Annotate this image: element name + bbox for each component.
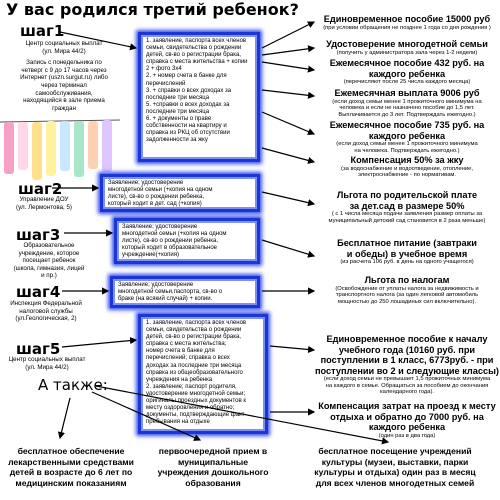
step-4-org: Инспекция Федеральной налоговой службы (ул.Геологическая, 2)	[10, 300, 82, 323]
arrow-doc1-b2	[262, 48, 314, 55]
benefit-certificate: Удостоверение многодетной семьи (получить у администратора зала через 1-2 недели)	[326, 39, 488, 56]
step-3-documents: Заявление; удостоверение многодетной семьи (+копия на одном листе), св-во о рождении ребенка, который ходит в образовательное учреждение(+копия)	[114, 218, 260, 264]
step-1-label: шаг1	[20, 22, 65, 40]
benefit-utilities: Компенсация 50% за жку (за водоснабжение и водоотведение, отопление, электроснабжение - по нормативам.	[341, 155, 473, 179]
benefit-school-year: Единовременное пособие к началу учебного года (10160 руб. при поступлении в 1 класс, 6773руб. - при поступлении во 2 и следующие классы) (если доход семьи не превышает 1,5 прожиточных минимума на каждого в семье. Обращаться за пособием до окончания календарного года).	[315, 334, 499, 396]
benefit-school-meals: Бесплатное питание (завтраки и обеды) в учебное время (из расчета 106 руб. в день на одного учащегося)	[337, 238, 477, 265]
step-3-org: Образовательное учреждение, которое посещает ребенок (школа, гимназия, лицей и пр.)	[13, 242, 85, 280]
also-label: А также:	[38, 376, 108, 394]
arrow-doc1-b6	[262, 148, 314, 162]
arrow-doc3-b8	[262, 240, 314, 256]
arrow-also-2	[92, 392, 200, 440]
step-4-label: шаг4	[16, 283, 61, 301]
arrow-doc1-b5	[262, 112, 314, 134]
benefit-lump-sum: Единовременное пособие 15000 руб (при условии обращения не позднее 1 года со дня рождения )	[323, 14, 491, 31]
arrow-step1-doc	[60, 32, 136, 48]
arrow-doc1-b3	[262, 62, 314, 70]
step-2-label: шаг2	[18, 180, 63, 198]
page-title: У вас родился третий ребенок?	[6, 0, 299, 19]
bottom-medicines: бесплатное обеспечение лекарственными средствами детей в возрасте до 6 лет по медицинским показаниям	[8, 446, 134, 488]
arrow-doc5-b10	[270, 346, 314, 350]
step-2-documents: Заявление; удостоверение многодетной семьи (+копия на одном листе), св-во о рождении ребенка, который ходит в дет. сад (+копия)	[100, 174, 260, 212]
arrow-doc2-b7	[262, 192, 314, 204]
step-4-documents: Заявление; удостоверение многодетной семьи,паспорта, св-во о браке (на всякий случай) + копии.	[110, 276, 260, 308]
arrow-doc1-b1	[262, 22, 314, 48]
arrow-also-1	[60, 398, 70, 438]
bottom-preschool: первоочередной прием в муниципальные учреждения дошкольного образования	[157, 446, 269, 488]
step-1-org: Центр социальных выплат (ул. Мира 44/2) Запись с понедельника по четверг с 9 до 17 часов через Интернет (uszn.surgut.ru) либо через терминал самообслуживания, находящийся в зале приема граждан	[20, 40, 108, 112]
bottom-culture: бесплатное посещение учреждений культуры (музеи, выставки, парки культуры и отдыха) один раз в месяц для всех членов многодетных семей	[314, 446, 476, 488]
step-1-documents: 1. заявление, паспорта всех членов семьи, свидетельства о рождении детей, св-во о регистрации брака, справка с места жительства + копии 2 + фото 3x4 2. + номер счета в банке для перечислений 3. + справки о всех доходах за последние три месяца 5. +справки о всех доходах за последние три месяца 6. + документы о праве собственности на квартиру и справка из РКЦ об отсутствии задолженности за жку	[138, 32, 260, 162]
step-2-org: Управление ДОУ (ул. Лермонтова, 5)	[16, 196, 72, 211]
arrow-step5-doc	[62, 340, 136, 347]
benefit-monthly-432: Ежемесячное пособие 432 руб. на каждого ребенка (перечисляют после 25 числа каждого месяца)	[329, 58, 485, 85]
step-3-label: шаг3	[16, 226, 61, 244]
benefit-kindergarten: Льгота по родительской плате за дет.сад в размере 50% ( с 1 числа месяца подачи заявления размер оплаты за муниципальный детский сад становится в 2 раза меньше)	[328, 190, 486, 224]
benefit-monthly-9006: Ежемесячная выплата 9006 руб (если доход семьи менее 1 прожиточного минимума на человека и если не назначено пособие до 1,5 лет. Выплачивается до 3 лет. Подтверждать ежегодно.)	[332, 88, 482, 118]
step-5-org: Центр социальных выплат (ул. Мира 44/2)	[8, 356, 86, 371]
benefit-tax: Льгота по налогам (Освобождение от уплаты налога за недвижимость и транспортного налога (за один легковой автомобиль мощностью до 250 лошадиных сил включительно).	[335, 275, 479, 305]
benefit-travel: Компенсация затрат на проезд к месту отдыха и обратно до 7000 руб. на каждого ребенка (один раз в два года)	[318, 401, 496, 439]
step-5-label: шаг5	[16, 340, 61, 358]
step-5-documents: 1. заявление, паспорта всех членов семьи, свидетельства о рождении детей, св-во о регистрации брака, справка с места жительства; номер счета в банке для перечислений; справка о всех доходах за последние три месяца справка из общеобразовательного учреждения на ребенка 2. заявление; паспорт родителя, удостоверение многодетной семьи; оригиналы проездных документов к месту оздоровления и обратно; документы, подтверждающие факт пребывания на отдыхе	[138, 314, 268, 434]
arrow-doc1-b4	[262, 90, 314, 96]
benefit-monthly-735: Ежемесячное пособие 735 руб. на каждого ребенка (если доход семьи менее 1 прожиточного минимума на человека. Подтверждать ежегодно.)	[329, 120, 485, 154]
